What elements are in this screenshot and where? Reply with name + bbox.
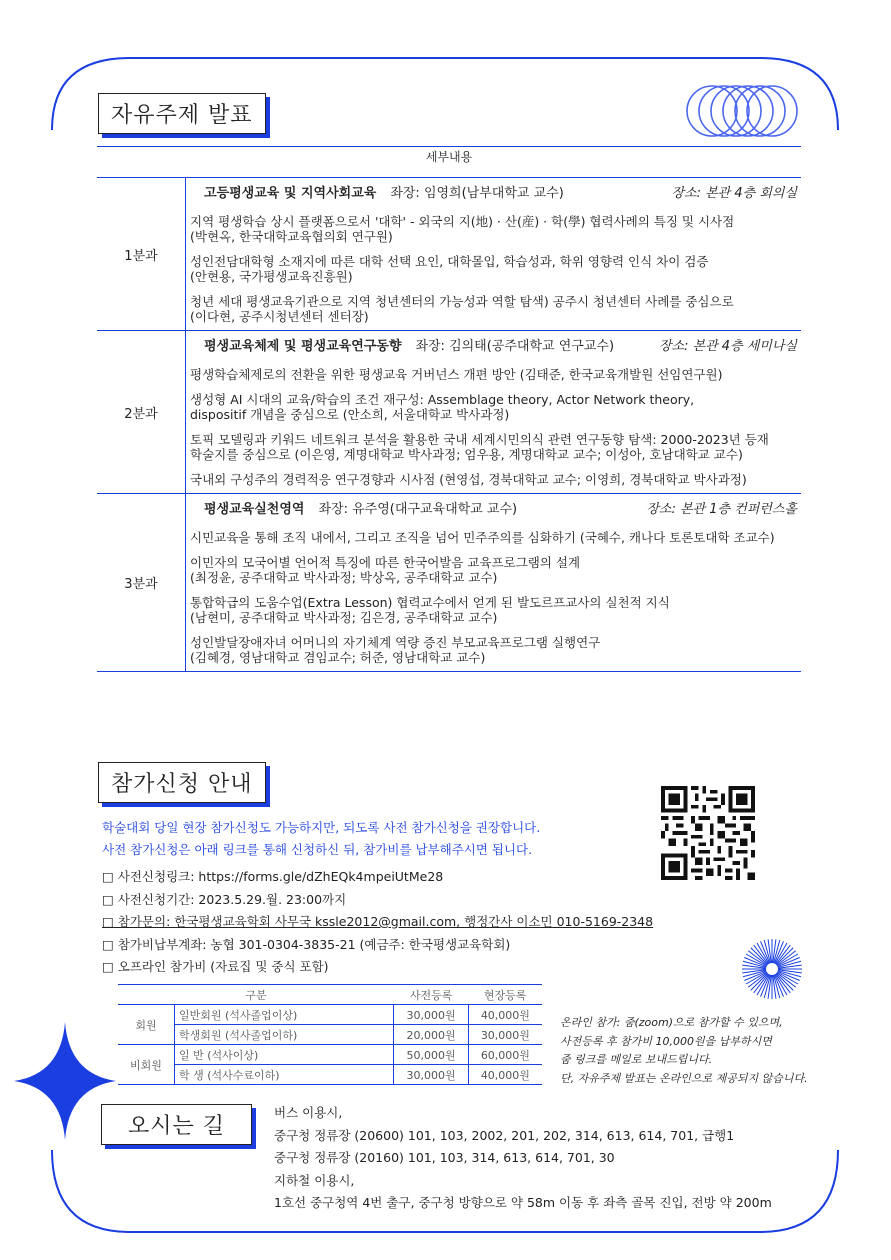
paper-item bbox=[190, 472, 801, 487]
paper-title: 시민교육을 통해 조직 내에서, 그리고 조직을 넘어 민주주의를 심화하기 (국혜수, 캐나다 토론토대학 조교수) bbox=[190, 530, 775, 545]
paper-author: (남현미, 공주대학교 박사과정; 김은경, 공주대학교 교수) bbox=[190, 610, 498, 625]
qr-code-icon[interactable] bbox=[661, 786, 755, 880]
fee-pre: 30,000원 bbox=[394, 1005, 468, 1025]
online-note bbox=[560, 1014, 808, 1088]
sessions-table bbox=[97, 146, 801, 672]
section-title-directions: 오시는 길 bbox=[101, 1104, 252, 1145]
session-chair: 좌장: 유주영(대구교육대학교 교수) bbox=[318, 501, 518, 517]
directions-line: 지하철 이용시, bbox=[274, 1172, 355, 1188]
session-chair: 좌장: 임영희(남부대학교 교수) bbox=[390, 185, 564, 201]
fee-category: 일반회원 (석사졸업이상) bbox=[175, 1005, 394, 1025]
paper-author: (이다현, 공주시청년센터 센터장) bbox=[190, 309, 369, 324]
paper-item bbox=[190, 254, 801, 284]
notice-line: 사전 참가신청은 아래 링크를 통해 신청하신 뒤, 참가비를 납부해주시면 됩니다. bbox=[102, 842, 533, 857]
paper-item bbox=[190, 367, 801, 382]
fee-header: 현장등록 bbox=[468, 985, 542, 1005]
fee-onsite: 60,000원 bbox=[468, 1045, 542, 1065]
directions bbox=[274, 1102, 772, 1215]
session-place: 장소: 본관 4층 회의실 bbox=[671, 185, 797, 201]
session-row bbox=[97, 494, 801, 672]
paper-item bbox=[190, 214, 801, 244]
directions-line: 중구청 정류장 (20160) 101, 103, 314, 613, 614, 701, 30 bbox=[274, 1150, 615, 1165]
paper-author: (최정윤, 공주대학교 박사과정; 박상옥, 공주대학교 교수) bbox=[190, 570, 498, 585]
fee-pre: 20,000원 bbox=[394, 1025, 468, 1045]
session-label: 2분과 bbox=[97, 331, 186, 494]
paper-title: 지역 평생학습 상시 플랫폼으로서 '대학' - 외국의 지(地) · 산(産) · 학(學) 협력사례의 특징 및 시사점 bbox=[190, 214, 735, 229]
note-line: 온라인 참가: 줌(zoom)으로 참가할 수 있으며, bbox=[560, 1016, 783, 1029]
paper-author: (김혜경, 영남대학교 겸임교수; 허준, 영남대학교 교수) bbox=[190, 650, 486, 665]
table-header: 세부내용 bbox=[97, 147, 801, 178]
contact-info[interactable]: □ 참가문의: 한국평생교육학회 사무국 kssle2012@gmail.com, 행정간사 이소민 010-5169-2348 bbox=[102, 914, 654, 929]
fee-group: 회원 bbox=[118, 1005, 175, 1045]
starburst-icon bbox=[739, 936, 805, 1002]
fee-row bbox=[118, 1045, 542, 1065]
section-title-presentations: 자유주제 발표 bbox=[98, 93, 266, 134]
circles-decoration-icon bbox=[684, 84, 800, 138]
fee-group: 비회원 bbox=[118, 1045, 175, 1085]
paper-title: 성인전담대학형 소재지에 따른 대학 선택 요인, 대학몰입, 학습성과, 학위 영향력 인식 차이 검증 bbox=[190, 254, 709, 269]
paper-author: dispositif 개념을 중심으로 (안소희, 서울대학교 박사과정) bbox=[190, 407, 510, 422]
fee-row bbox=[118, 1005, 542, 1025]
paper-title: 청년 세대 평생교육기관으로 지역 청년센터의 가능성과 역할 탐색) 공주시 청년센터 사례를 중심으로 bbox=[190, 294, 734, 309]
note-line: 줌 링크를 메일로 보내드립니다. bbox=[560, 1053, 713, 1066]
registration-items bbox=[102, 866, 653, 979]
paper-title: 통합학급의 도움수업(Extra Lesson) 협력교수에서 얻게 된 발도르프교사의 실천적 지식 bbox=[190, 595, 670, 610]
fee-pre: 50,000원 bbox=[394, 1045, 468, 1065]
paper-title: 국내외 구성주의 경력적응 연구경향과 시사점 (현영섭, 경북대학교 교수; 이영희, 경북대학교 박사과정) bbox=[190, 472, 747, 487]
session-label: 1분과 bbox=[97, 178, 186, 331]
notice-line: 학술대회 당일 현장 참가신청도 가능하지만, 되도록 사전 참가신청을 권장합니다. bbox=[102, 820, 541, 835]
bank-account: □ 참가비납부계좌: 농협 301-0304-3835-21 (예금주: 한국평생교육학회) bbox=[102, 936, 511, 952]
fee-header-row bbox=[118, 985, 542, 1005]
fee-category: 학생회원 (석사졸업이하) bbox=[175, 1025, 394, 1045]
fee-table bbox=[118, 984, 542, 1085]
paper-item bbox=[190, 432, 801, 462]
paper-title: 이민자의 모국어별 언어적 특징에 따른 한국어발음 교육프로그램의 설계 bbox=[190, 555, 581, 570]
session-row bbox=[97, 178, 801, 331]
session-label: 3분과 bbox=[97, 494, 186, 672]
paper-title: 평생학습체제로의 전환을 위한 평생교육 거버넌스 개편 방안 (김태준, 한국교육개발원 선임연구원) bbox=[190, 367, 723, 382]
note-line: 사전등록 후 참가비 10,000원을 납부하시면 bbox=[560, 1034, 772, 1048]
paper-item bbox=[190, 530, 801, 545]
note-line: 단, 자유주제 발표는 온라인으로 제공되지 않습니다. bbox=[560, 1071, 808, 1085]
paper-author: 학술지를 중심으로 (이은영, 계명대학교 박사과정; 엄우용, 계명대학교 교수; 이성아, 호남대학교 교수) bbox=[190, 447, 743, 462]
paper-item bbox=[190, 595, 801, 625]
section-title-registration: 참가신청 안내 bbox=[98, 762, 266, 803]
directions-line: 버스 이용시, bbox=[274, 1105, 343, 1120]
session-header bbox=[190, 331, 801, 357]
session-row bbox=[97, 331, 801, 494]
paper-item bbox=[190, 294, 801, 324]
fee-onsite: 30,000원 bbox=[468, 1025, 542, 1045]
session-header bbox=[190, 494, 801, 520]
fee-onsite: 40,000원 bbox=[468, 1065, 542, 1085]
fee-pre: 30,000원 bbox=[394, 1065, 468, 1085]
session-chair: 좌장: 김의태(공주대학교 연구교수) bbox=[415, 338, 615, 354]
session-place: 장소: 본관 1층 컨퍼런스홀 bbox=[646, 501, 797, 517]
session-topic: 평생교육체제 및 평생교육연구동향 bbox=[204, 338, 402, 354]
paper-title: 성인발달장애자녀 어머니의 자기체계 역량 증진 부모교육프로그램 실행연구 bbox=[190, 635, 601, 650]
registration-period: □ 사전신청기간: 2023.5.29.월. 23:00까지 bbox=[102, 891, 347, 907]
fee-onsite: 40,000원 bbox=[468, 1005, 542, 1025]
session-topic: 고등평생교육 및 지역사회교육 bbox=[204, 185, 377, 201]
paper-title: 토픽 모델링과 키워드 네트워크 분석을 활용한 국내 세계시민의식 관련 연구동향 탐색: 2000-2023년 등재 bbox=[190, 432, 769, 447]
fee-category: 학 생 (석사수료이하) bbox=[175, 1065, 394, 1085]
table-header-row bbox=[97, 147, 801, 178]
offline-fee-label: □ 오프라인 참가비 (자료집 및 중식 포함) bbox=[102, 959, 329, 974]
fee-header: 구분 bbox=[118, 985, 394, 1005]
paper-author: (안현용, 국가평생교육진흥원) bbox=[190, 269, 353, 284]
directions-line: 1호선 중구청역 4번 출구, 중구청 방향으로 약 58m 이동 후 좌측 골목 진입, 전방 약 200m bbox=[274, 1195, 772, 1210]
fee-row bbox=[118, 1025, 542, 1045]
paper-author: (박현옥, 한국대학교육협의회 연구원) bbox=[190, 229, 393, 244]
session-header bbox=[190, 178, 801, 204]
session-place: 장소: 본관 4층 세미나실 bbox=[658, 338, 797, 354]
fee-row bbox=[118, 1065, 542, 1085]
fee-category: 일 반 (석사이상) bbox=[175, 1045, 394, 1065]
registration-link[interactable]: □ 사전신청링크: https://forms.gle/dZhEQk4mpeiUtMe28 bbox=[102, 869, 444, 884]
paper-item bbox=[190, 635, 801, 665]
paper-title: 생성형 AI 시대의 교육/학습의 조건 재구성: Assemblage theory, Actor Network theory, bbox=[190, 392, 695, 407]
session-topic: 평생교육실천영역 bbox=[204, 501, 305, 517]
directions-line: 중구청 정류장 (20600) 101, 103, 2002, 201, 202, 314, 613, 614, 701, 급행1 bbox=[274, 1127, 735, 1143]
registration-notice bbox=[102, 817, 540, 861]
fee-header: 사전등록 bbox=[394, 985, 468, 1005]
paper-item bbox=[190, 392, 801, 422]
paper-item bbox=[190, 555, 801, 585]
